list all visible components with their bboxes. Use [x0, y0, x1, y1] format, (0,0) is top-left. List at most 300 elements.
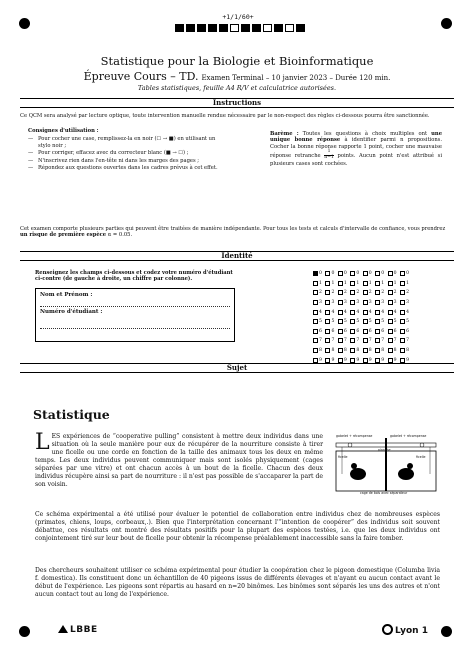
digit-label: 8 — [356, 348, 360, 354]
checkbox-square[interactable] — [375, 319, 380, 324]
checkbox-square[interactable] — [375, 300, 380, 305]
digit-label: 3 — [381, 300, 385, 306]
checkbox-square[interactable] — [400, 338, 405, 343]
digit-checkbox[interactable] — [388, 310, 397, 315]
digit-checkbox[interactable] — [388, 338, 397, 343]
digit-label: 9 — [319, 357, 322, 363]
digit-checkbox[interactable] — [350, 338, 359, 343]
exam-allowed: Tables statistiques, feuille A4 R/V et calculatrice autorisées. — [137, 84, 337, 92]
digit-label: 2 — [356, 290, 360, 296]
digit-checkbox[interactable] — [363, 271, 372, 276]
checkbox-square[interactable] — [338, 271, 343, 276]
digit-checkbox[interactable] — [313, 319, 322, 324]
registration-mark — [19, 18, 30, 29]
exam-title: Statistique pour la Biologie et Bioinformatique — [100, 54, 374, 68]
checkbox-square[interactable] — [350, 290, 355, 295]
digit-label: 0 — [331, 271, 335, 277]
lbbe-text: LBBE — [70, 625, 98, 635]
checkbox-square[interactable] — [313, 290, 318, 295]
digit-checkbox[interactable] — [313, 310, 322, 315]
checkbox-square[interactable] — [325, 358, 330, 363]
checkbox-square[interactable] — [375, 338, 380, 343]
digit-checkbox[interactable] — [350, 281, 359, 286]
digit-label: 1 — [331, 280, 335, 286]
digit-label: 1 — [393, 280, 397, 286]
checkbox-square[interactable] — [363, 271, 368, 276]
checkbox-square[interactable] — [375, 281, 380, 286]
checkbox-square[interactable] — [375, 271, 380, 276]
checkbox-square[interactable] — [313, 310, 318, 315]
digit-row — [313, 307, 409, 317]
digit-checkbox[interactable] — [400, 338, 409, 343]
checkbox-square[interactable] — [325, 310, 330, 315]
digit-label: 5 — [406, 319, 409, 325]
checkbox-square[interactable] — [338, 338, 343, 343]
checkbox-square[interactable] — [388, 348, 393, 353]
digit-checkbox[interactable] — [338, 319, 347, 324]
checkbox-square[interactable] — [363, 281, 368, 286]
digit-label: 2 — [319, 290, 322, 296]
digit-label: 9 — [368, 357, 372, 363]
checkbox-square[interactable] — [388, 319, 393, 324]
digit-label: 3 — [319, 300, 322, 306]
digit-checkbox[interactable] — [350, 300, 359, 305]
bareme-title: Barème : — [270, 131, 299, 137]
bareme-fraction — [324, 150, 334, 161]
checkbox-square[interactable] — [400, 281, 405, 286]
digit-checkbox[interactable] — [325, 281, 334, 286]
note-text: α = 0.05. — [107, 232, 133, 239]
digit-label: 7 — [331, 338, 335, 344]
checkbox-square[interactable] — [325, 319, 330, 324]
fig-label-ficelle-right: ficelle — [416, 455, 426, 459]
digit-label: 5 — [343, 319, 347, 325]
barcode-cell — [285, 24, 294, 32]
fig-label-right: gobelet + récompense — [390, 434, 427, 438]
student-number-grid — [313, 269, 409, 365]
digit-checkbox[interactable] — [325, 329, 334, 334]
digit-checkbox[interactable] — [350, 329, 359, 334]
digit-label: 2 — [368, 290, 372, 296]
digit-checkbox[interactable] — [363, 329, 372, 334]
registration-mark — [19, 626, 30, 637]
digit-label: 4 — [393, 309, 397, 315]
digit-label: 5 — [381, 319, 385, 325]
digit-label: 3 — [331, 300, 335, 306]
digit-checkbox[interactable] — [313, 271, 322, 276]
digit-label: 8 — [343, 348, 347, 354]
digit-checkbox[interactable] — [350, 271, 359, 276]
digit-label: 5 — [368, 319, 372, 325]
checkbox-square[interactable] — [325, 300, 330, 305]
checkbox-square[interactable] — [338, 310, 343, 315]
checkbox-square[interactable] — [350, 348, 355, 353]
digit-label: 1 — [406, 280, 409, 286]
checkbox-square[interactable] — [400, 329, 405, 334]
barcode-cell — [241, 24, 250, 32]
digit-checkbox[interactable] — [375, 300, 384, 305]
checkbox-square[interactable] — [338, 319, 343, 324]
checkbox-square[interactable] — [388, 310, 393, 315]
bareme-text: points. Aucun point n'est attribué si plusieurs cases sont cochées. — [270, 153, 442, 167]
digit-checkbox[interactable] — [400, 329, 409, 334]
instructions-intro: Ce QCM sera analysé par lecture optique, toute intervention manuelle rendue nécessaire par le non-respect des règles ci-dessous pourra être sanctionnée. — [20, 113, 430, 119]
checkbox-square[interactable] — [400, 290, 405, 295]
digit-label: 1 — [356, 280, 360, 286]
fraction-den: n−1 — [324, 155, 334, 161]
digit-checkbox[interactable] — [350, 290, 359, 295]
numero-field[interactable] — [40, 323, 230, 329]
checkbox-square[interactable] — [350, 319, 355, 324]
bareme-text: à identifier parmi n propositions. Cocher la bonne réponse rapporte 1 point, cocher une mauvaise réponse retranche — [270, 137, 442, 160]
digit-checkbox[interactable] — [313, 300, 322, 305]
checkbox-square[interactable] — [363, 338, 368, 343]
checkbox-square[interactable] — [375, 310, 380, 315]
checkbox-square[interactable] — [313, 271, 318, 276]
checkbox-square[interactable] — [400, 310, 405, 315]
barcode-cell — [274, 24, 283, 32]
checkbox-square[interactable] — [325, 281, 330, 286]
checkbox-square[interactable] — [388, 358, 393, 363]
experiment-figure — [334, 434, 438, 494]
checkbox-square[interactable] — [350, 358, 355, 363]
digit-checkbox[interactable] — [338, 329, 347, 334]
digit-checkbox[interactable] — [325, 310, 334, 315]
digit-label: 2 — [331, 290, 335, 296]
checkbox-square[interactable] — [388, 290, 393, 295]
instructions-heading: Instructions — [20, 98, 454, 108]
digit-checkbox[interactable] — [313, 329, 322, 334]
checkbox-square[interactable] — [325, 329, 330, 334]
digit-label: 4 — [406, 309, 409, 315]
digit-checkbox[interactable] — [313, 281, 322, 286]
digit-checkbox[interactable] — [313, 348, 322, 353]
barcode-cell — [263, 24, 272, 32]
lyon1-logo — [382, 624, 428, 636]
digit-row — [313, 298, 409, 308]
consigne-item: — Pour corriger, effacez avec du correcteur blanc (■ → ☐) ; — [28, 150, 224, 156]
digit-row — [313, 327, 409, 337]
digit-label: 2 — [393, 290, 397, 296]
identite-heading: Identité — [20, 251, 454, 261]
digit-checkbox[interactable] — [363, 338, 372, 343]
section-title: Statistique — [33, 407, 110, 422]
digit-checkbox[interactable] — [375, 338, 384, 343]
digit-checkbox[interactable] — [400, 281, 409, 286]
checkbox-square[interactable] — [325, 271, 330, 276]
digit-checkbox[interactable] — [375, 358, 384, 363]
checkbox-square[interactable] — [313, 300, 318, 305]
digit-row — [313, 346, 409, 356]
exam-type: Épreuve Cours – TD. — [83, 70, 199, 83]
checkbox-square[interactable] — [338, 348, 343, 353]
digit-label: 8 — [381, 348, 385, 354]
sujet-heading: Sujet — [20, 363, 454, 373]
digit-checkbox[interactable] — [338, 290, 347, 295]
checkbox-square[interactable] — [313, 281, 318, 286]
digit-checkbox[interactable] — [388, 271, 397, 276]
digit-label: 1 — [381, 280, 385, 286]
digit-checkbox[interactable] — [375, 310, 384, 315]
digit-label: 1 — [343, 280, 347, 286]
digit-checkbox[interactable] — [363, 319, 372, 324]
barcode-cell — [219, 24, 228, 32]
checkbox-square[interactable] — [338, 290, 343, 295]
digit-label: 9 — [393, 357, 397, 363]
digit-row — [313, 336, 409, 346]
digit-label: 1 — [319, 280, 322, 286]
barcode-cell — [175, 24, 184, 32]
instructions-note — [20, 226, 454, 239]
digit-label: 8 — [406, 348, 409, 354]
checkbox-square[interactable] — [400, 348, 405, 353]
checkbox-square[interactable] — [338, 300, 343, 305]
dropcap: L — [35, 430, 50, 455]
digit-label: 4 — [319, 309, 322, 315]
registration-mark — [441, 18, 452, 29]
digit-checkbox[interactable] — [313, 338, 322, 343]
checkbox-square[interactable] — [400, 271, 405, 276]
fig-label-left: gobelet + récompense — [336, 434, 373, 438]
consigne-item: — N'inscrivez rien dans l'en-tête ni dans les marges des pages ; — [28, 158, 224, 164]
checkbox-square[interactable] — [388, 329, 393, 334]
digit-checkbox[interactable] — [400, 300, 409, 305]
digit-label: 2 — [381, 290, 385, 296]
digit-label: 9 — [331, 357, 335, 363]
paragraph-1 — [35, 430, 323, 489]
digit-label: 6 — [406, 328, 409, 334]
digit-checkbox[interactable] — [388, 319, 397, 324]
digit-checkbox[interactable] — [388, 358, 397, 363]
digit-checkbox[interactable] — [375, 290, 384, 295]
digit-label: 6 — [368, 328, 372, 334]
digit-checkbox[interactable] — [313, 358, 322, 363]
digit-checkbox[interactable] — [363, 300, 372, 305]
lyon1-text: Lyon 1 — [395, 626, 428, 636]
checkbox-square[interactable] — [375, 348, 380, 353]
digit-label: 3 — [343, 300, 347, 306]
digit-checkbox[interactable] — [388, 329, 397, 334]
fig-label-ficelle-left: ficelle — [338, 455, 348, 459]
checkbox-square[interactable] — [350, 271, 355, 276]
lbbe-mark-icon — [58, 625, 68, 633]
digit-label: 4 — [331, 309, 335, 315]
digit-label: 1 — [368, 280, 372, 286]
barcode-cell — [230, 24, 239, 32]
checkbox-square[interactable] — [388, 271, 393, 276]
digit-checkbox[interactable] — [338, 300, 347, 305]
experiment-diagram — [334, 434, 438, 494]
checkbox-square[interactable] — [363, 319, 368, 324]
checkbox-square[interactable] — [375, 358, 380, 363]
checkbox-square[interactable] — [350, 310, 355, 315]
digit-label: 6 — [331, 328, 335, 334]
digit-checkbox[interactable] — [313, 290, 322, 295]
paragraph-text: ES expériences de “cooperative pulling” consistent à mettre deux individus dans une situation où la seule manière pour eux de récupérer de la nourriture consiste à tirer une ficelle ou une corde en fonction de la taille des animaux tous les deux en même temps. Les deux individus peuvent communiquer mais sont isolés physiquement (cages séparées par une vitre) et ont chacun accès à un bout de la ficelle. Chacun des deux individus récupère ainsi sa part de nourriture : il n'est pas possible de s'accaparer la part de son voisin. — [35, 433, 323, 488]
digit-checkbox[interactable] — [363, 358, 372, 363]
consignes-title: Consignes d'utilisation : — [28, 128, 99, 134]
digit-label: 9 — [381, 357, 385, 363]
digit-label: 8 — [331, 348, 335, 354]
digit-checkbox[interactable] — [338, 348, 347, 353]
bareme-block — [270, 131, 442, 167]
checkbox-square[interactable] — [388, 281, 393, 286]
digit-checkbox[interactable] — [363, 348, 372, 353]
digit-label: 8 — [368, 348, 372, 354]
digit-checkbox[interactable] — [375, 348, 384, 353]
digit-checkbox[interactable] — [325, 358, 334, 363]
checkbox-square[interactable] — [313, 329, 318, 334]
checkbox-square[interactable] — [388, 338, 393, 343]
digit-label: 7 — [393, 338, 397, 344]
digit-checkbox[interactable] — [325, 338, 334, 343]
checkbox-square[interactable] — [338, 358, 343, 363]
digit-checkbox[interactable] — [325, 319, 334, 324]
checkbox-square[interactable] — [400, 358, 405, 363]
consigne-item: — Répondez aux questions ouvertes dans les cadres prévus à cet effet. — [28, 165, 224, 171]
digit-label: 7 — [368, 338, 372, 344]
barcode-cell — [208, 24, 217, 32]
digit-label: 4 — [381, 309, 385, 315]
digit-row — [313, 269, 409, 279]
lyon1-mark-icon — [382, 624, 393, 635]
checkbox-square[interactable] — [338, 329, 343, 334]
digit-checkbox[interactable] — [400, 319, 409, 324]
fig-label-cage: cage de bois avec séparateur — [360, 491, 408, 495]
digit-checkbox[interactable] — [350, 310, 359, 315]
digit-checkbox[interactable] — [375, 329, 384, 334]
barcode-cell — [186, 24, 195, 32]
digit-label: 3 — [356, 300, 360, 306]
digit-checkbox[interactable] — [400, 310, 409, 315]
paragraph-2: Ce schéma expérimental a été utilisé pour évaluer le potentiel de collaboration entre individus chez de nombreuses espèces (primates, chiens, loups, corbeaux,.). Bien que l'interprétation concernant l'“intention de coopérer” des individus soit souvent débattue, ces résultats ont montré des résultats positifs pour la plupart des espèces testées, i.e. que les deux individus ont conjointement tiré sur leur bout de ficelle pour obtenir la récompense préalablement inaccessible sans la faire tomber. — [35, 511, 440, 542]
digit-checkbox[interactable] — [338, 271, 347, 276]
digit-label: 0 — [368, 271, 372, 277]
digit-checkbox[interactable] — [338, 281, 347, 286]
digit-label: 5 — [356, 319, 360, 325]
digit-checkbox[interactable] — [375, 319, 384, 324]
digit-label: 0 — [406, 271, 409, 277]
checkbox-square[interactable] — [325, 348, 330, 353]
checkbox-square[interactable] — [363, 290, 368, 295]
checkbox-square[interactable] — [363, 310, 368, 315]
checkbox-square[interactable] — [325, 290, 330, 295]
digit-checkbox[interactable] — [363, 281, 372, 286]
checkbox-square[interactable] — [375, 329, 380, 334]
digit-label: 6 — [356, 328, 360, 334]
checkbox-square[interactable] — [363, 300, 368, 305]
digit-checkbox[interactable] — [338, 358, 347, 363]
digit-label: 2 — [343, 290, 347, 296]
digit-label: 2 — [406, 290, 409, 296]
digit-checkbox[interactable] — [388, 348, 397, 353]
checkbox-square[interactable] — [338, 281, 343, 286]
checkbox-square[interactable] — [363, 358, 368, 363]
digit-label: 5 — [393, 319, 397, 325]
identity-box — [35, 288, 235, 342]
checkbox-square[interactable] — [363, 348, 368, 353]
checkbox-square[interactable] — [313, 319, 318, 324]
digit-row — [313, 288, 409, 298]
digit-checkbox[interactable] — [325, 300, 334, 305]
page-code: +1/1/60+ — [222, 13, 254, 21]
digit-checkbox[interactable] — [363, 290, 372, 295]
exam-details: Examen Terminal – 10 janvier 2023 – Durée 120 min. — [201, 74, 391, 82]
digit-checkbox[interactable] — [350, 358, 359, 363]
digit-checkbox[interactable] — [400, 290, 409, 295]
digit-label: 6 — [319, 328, 322, 334]
bareme-text: Toutes les questions à choix multiples ont — [302, 131, 428, 137]
digit-checkbox[interactable] — [388, 290, 397, 295]
digit-checkbox[interactable] — [388, 300, 397, 305]
checkbox-square[interactable] — [313, 338, 318, 343]
digit-label: 6 — [381, 328, 385, 334]
checkbox-square[interactable] — [350, 329, 355, 334]
exam-subtitle — [0, 70, 474, 83]
digit-checkbox[interactable] — [338, 338, 347, 343]
barcode-cell — [197, 24, 206, 32]
digit-checkbox[interactable] — [375, 281, 384, 286]
digit-label: 7 — [406, 338, 409, 344]
registration-mark — [441, 626, 452, 637]
paragraph-3: Des chercheurs souhaitent utiliser ce schéma expérimental pour étudier la coopération chez le pigeon domestique (Columba livia f. domestica). Ils constituent donc un échantillon de 40 pigeons issus de différents élevages et n'ayant eu aucun contact avant le début de l'expérience. Les pigeons sont répartis au hasard en n=20 binômes. Les binômes sont séparés les uns des autres et n'ont aucun contact tout au long de l'expérience. — [35, 567, 440, 598]
digit-label: 7 — [343, 338, 347, 344]
checkbox-square[interactable] — [400, 300, 405, 305]
checkbox-square[interactable] — [350, 338, 355, 343]
digit-checkbox[interactable] — [388, 281, 397, 286]
digit-checkbox[interactable] — [363, 310, 372, 315]
digit-label: 7 — [319, 338, 322, 344]
numero-label: Numéro d'étudiant : — [40, 309, 103, 315]
note-emphasis: un risque de première espèce — [20, 232, 107, 239]
digit-checkbox[interactable] — [350, 348, 359, 353]
checkbox-square[interactable] — [325, 338, 330, 343]
checkbox-square[interactable] — [363, 329, 368, 334]
digit-label: 7 — [356, 338, 360, 344]
digit-row — [313, 279, 409, 289]
digit-checkbox[interactable] — [325, 290, 334, 295]
digit-label: 6 — [393, 328, 397, 334]
digit-checkbox[interactable] — [325, 348, 334, 353]
digit-checkbox[interactable] — [350, 319, 359, 324]
digit-label: 8 — [319, 348, 322, 354]
digit-checkbox[interactable] — [400, 348, 409, 353]
digit-label: 5 — [331, 319, 335, 325]
digit-checkbox[interactable] — [325, 271, 334, 276]
digit-label: 0 — [381, 271, 385, 277]
consigne-item: — Pour cocher une case, remplissez-la en noir (☐ → ■) en utilisant un stylo noir ; — [28, 136, 224, 149]
nom-label: Nom et Prénom : — [40, 292, 93, 298]
digit-checkbox[interactable] — [400, 358, 409, 363]
digit-label: 5 — [319, 319, 322, 325]
checkbox-square[interactable] — [350, 300, 355, 305]
digit-label: 4 — [343, 309, 347, 315]
digit-label: 0 — [319, 271, 322, 277]
checkbox-square[interactable] — [388, 300, 393, 305]
checkbox-square[interactable] — [375, 290, 380, 295]
digit-checkbox[interactable] — [338, 310, 347, 315]
checkbox-square[interactable] — [350, 281, 355, 286]
fig-label-planche: planche — [378, 448, 391, 452]
checkbox-square[interactable] — [313, 348, 318, 353]
digit-label: 7 — [381, 338, 385, 344]
digit-label: 8 — [393, 348, 397, 354]
checkbox-square[interactable] — [313, 358, 318, 363]
checkbox-square[interactable] — [400, 319, 405, 324]
digit-label: 0 — [393, 271, 397, 277]
digit-checkbox[interactable] — [375, 271, 384, 276]
digit-checkbox[interactable] — [400, 271, 409, 276]
